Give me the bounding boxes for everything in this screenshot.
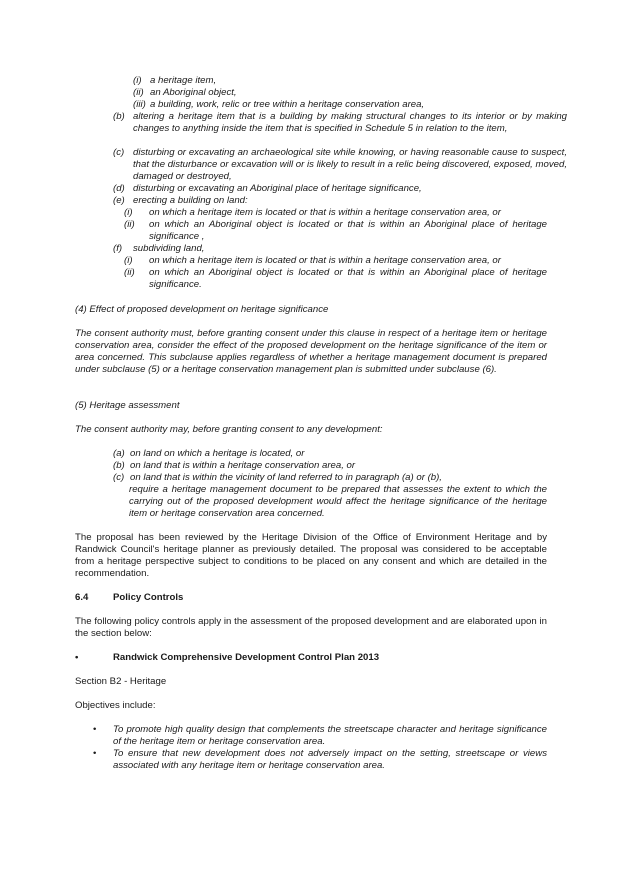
objective-item xyxy=(93,724,547,748)
list-label: (iii) xyxy=(133,99,146,110)
list-label: (b) xyxy=(113,460,125,471)
section-6-4-heading xyxy=(75,592,275,604)
list-label: (ii) xyxy=(133,87,144,98)
list-item xyxy=(113,460,547,472)
list-label: (f) xyxy=(113,243,123,254)
list-label: (d) xyxy=(113,183,125,194)
section-4-paragraph: The consent authority must, before granting consent under this clause in respect of a heritage item or heritage conservation area, consider the effect of the proposed development on the heritage significance of the item or area concerned. This subclause applies regardless of whether a heritage management document is prepared under subclause (5) or a heritage conservation management plan is submitted under subclause (6). xyxy=(75,328,547,375)
bullet-icon: • xyxy=(75,652,79,663)
objectives-label: Objectives include: xyxy=(75,700,156,711)
list-item-d xyxy=(113,183,567,195)
list-text: a heritage item, xyxy=(150,75,217,86)
list-item xyxy=(133,75,553,87)
list-label: (i) xyxy=(124,255,133,266)
list-label: (c) xyxy=(113,472,125,483)
list-label: (c) xyxy=(113,147,125,158)
list-item xyxy=(113,448,547,460)
list-item xyxy=(133,99,553,111)
list-item xyxy=(133,87,553,99)
objective-text: To ensure that new development does not adversely impact on the setting, streetscape or views associated with any heritage item or heritage conservation area. xyxy=(113,748,547,771)
section-5-require: require a heritage management document to be prepared that assesses the extent to which the carrying out of the proposed development would affect the heritage significance of the heritage item or heritage conservation area concerned. xyxy=(129,484,547,519)
list-text: subdividing land, xyxy=(133,243,205,254)
section-6-4-paragraph: The following policy controls apply in the assessment of the proposed development and are elaborated upon in the section below: xyxy=(75,616,547,639)
list-text: on land that is within a heritage conservation area, or xyxy=(130,460,356,471)
list-item-b xyxy=(113,111,567,135)
list-label: (e) xyxy=(113,195,125,206)
list-text: on which an Aboriginal object is located or that is within an Aboriginal place of heritage significance , xyxy=(149,219,547,242)
list-item-e xyxy=(113,195,567,207)
list-item-f-ii xyxy=(124,267,547,291)
list-text: on which a heritage item is located or that is within a heritage conservation area, or xyxy=(149,255,501,266)
list-label: (i) xyxy=(124,207,133,218)
dcp-heading: Randwick Comprehensive Development Control Plan 2013 xyxy=(113,652,380,663)
section-number: 6.4 xyxy=(75,592,89,603)
list-label: (i) xyxy=(133,75,142,86)
list-text: disturbing or excavating an archaeological site while knowing, or having reasonable cause to suspect, that the disturbance or excavation will or is likely to result in a relic being discovered, exposed, moved, damaged or destroyed, xyxy=(133,147,567,182)
list-text: altering a heritage item that is a building by making structural changes to its interior or by making changes to anything inside the item that is specified in Schedule 5 in relation to the item, xyxy=(133,111,567,134)
list-label: (a) xyxy=(113,448,125,459)
list-text: on which a heritage item is located or that is within a heritage conservation area, or xyxy=(149,207,501,218)
section-5-heading: (5) Heritage assessment xyxy=(75,400,180,411)
list-item-f-i xyxy=(124,255,547,267)
list-text: erecting a building on land: xyxy=(133,195,248,206)
list-text: on land on which a heritage is located, or xyxy=(130,448,305,459)
list-sub-items xyxy=(133,75,553,111)
list-item-e-ii xyxy=(124,219,547,243)
list-text: on land that is within the vicinity of land referred to in paragraph (a) or (b), xyxy=(130,472,442,483)
section-5-list xyxy=(113,448,547,484)
objective-text: To promote high quality design that complements the streetscape character and heritage significance of the heritage item or heritage conservation area. xyxy=(113,724,547,747)
list-label: (ii) xyxy=(124,219,135,230)
section-5-intro: The consent authority may, before granting consent to any development: xyxy=(75,424,383,435)
section-b2-label: Section B2 - Heritage xyxy=(75,676,167,687)
bullet-icon: • xyxy=(93,748,97,759)
list-label: (ii) xyxy=(124,267,135,278)
review-paragraph: The proposal has been reviewed by the Heritage Division of the Office of Environment Heritage and by Randwick Council's heritage planner as previously detailed. The proposal was considered to be acceptable from a heritage perspective subject to conditions to be placed on any consent and which are detailed in the recommendation. xyxy=(75,532,547,579)
list-text: a building, work, relic or tree within a heritage conservation area, xyxy=(150,99,425,110)
objective-item xyxy=(93,748,547,772)
list-label: (b) xyxy=(113,111,125,122)
list-item-e-i xyxy=(124,207,547,219)
section-title: Policy Controls xyxy=(113,592,184,603)
list-item xyxy=(113,472,547,484)
list-text: an Aboriginal object, xyxy=(150,87,237,98)
section-4-heading: (4) Effect of proposed development on heritage significance xyxy=(75,304,329,315)
list-item-f xyxy=(113,243,567,255)
bullet-icon: • xyxy=(93,724,97,735)
list-text: on which an Aboriginal object is located or that is within an Aboriginal place of heritage significance. xyxy=(149,267,547,290)
dcp-bullet xyxy=(75,652,547,664)
list-item-c xyxy=(113,147,567,183)
list-text: disturbing or excavating an Aboriginal place of heritage significance, xyxy=(133,183,422,194)
